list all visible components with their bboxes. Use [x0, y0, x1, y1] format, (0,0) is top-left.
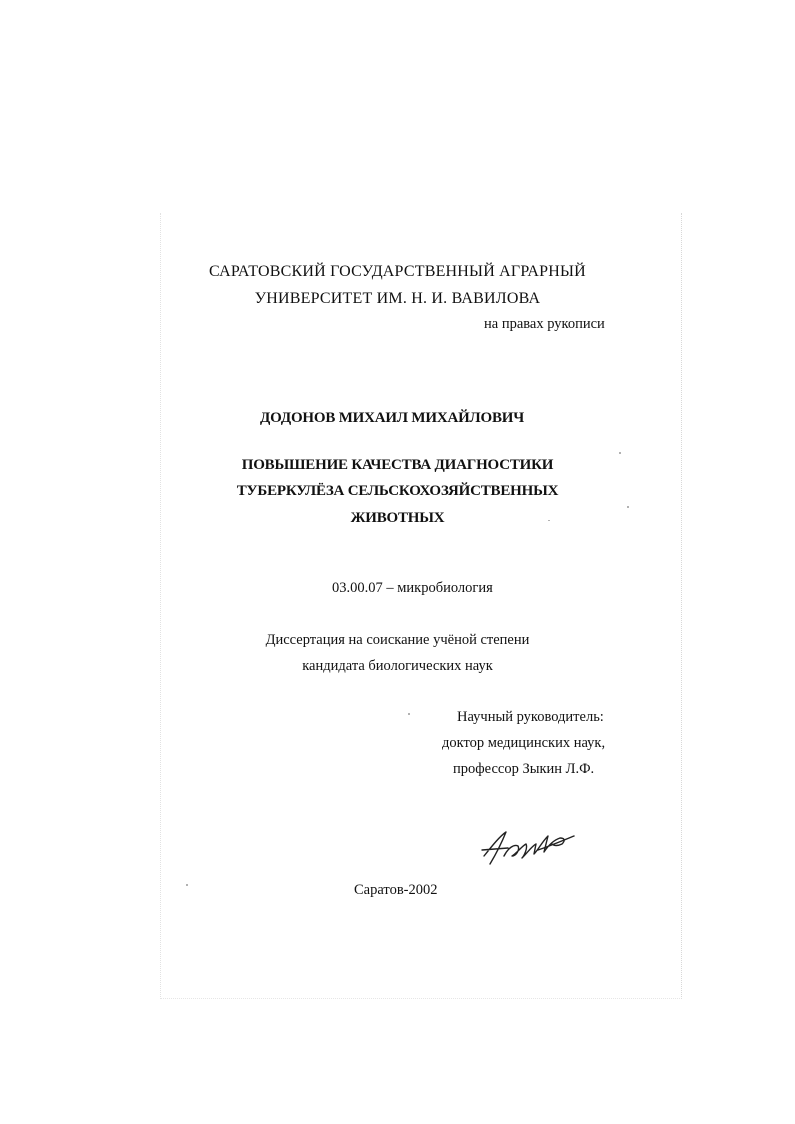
- scan-speck: [548, 520, 550, 521]
- scan-speck: [619, 452, 621, 454]
- scan-speck: [408, 713, 410, 715]
- supervisor-degree: доктор медицинских наук,: [442, 735, 606, 751]
- degree-line1: Диссертация на соискание учёной степени: [265, 632, 530, 648]
- university-name-line1: САРАТОВСКИЙ ГОСУДАРСТВЕННЫЙ АГРАРНЫЙ: [209, 263, 586, 280]
- scan-speck: [186, 884, 188, 886]
- dissertation-title-line2: ТУБЕРКУЛЁЗА СЕЛЬСКОХОЗЯЙСТВЕННЫХ: [236, 483, 559, 499]
- signature-icon: [478, 826, 578, 870]
- supervisor-name: профессор Зыкин Л.Ф.: [453, 761, 595, 777]
- degree-line2: кандидата биологических наук: [302, 658, 493, 674]
- university-name-line2: УНИВЕРСИТЕТ ИМ. Н. И. ВАВИЛОВА: [254, 290, 541, 307]
- scan-speck: [627, 506, 629, 508]
- place-and-year: Саратов-2002: [354, 882, 438, 898]
- dissertation-title-line1: ПОВЫШЕНИЕ КАЧЕСТВА ДИАГНОСТИКИ: [241, 457, 554, 473]
- author-name: ДОДОНОВ МИХАИЛ МИХАЙЛОВИЧ: [260, 410, 525, 426]
- dissertation-title-line3: ЖИВОТНЫХ: [350, 510, 445, 526]
- specialty-code: 03.00.07 – микробиология: [332, 580, 493, 596]
- manuscript-note: на правах рукописи: [484, 316, 605, 332]
- supervisor-label: Научный руководитель:: [457, 709, 604, 725]
